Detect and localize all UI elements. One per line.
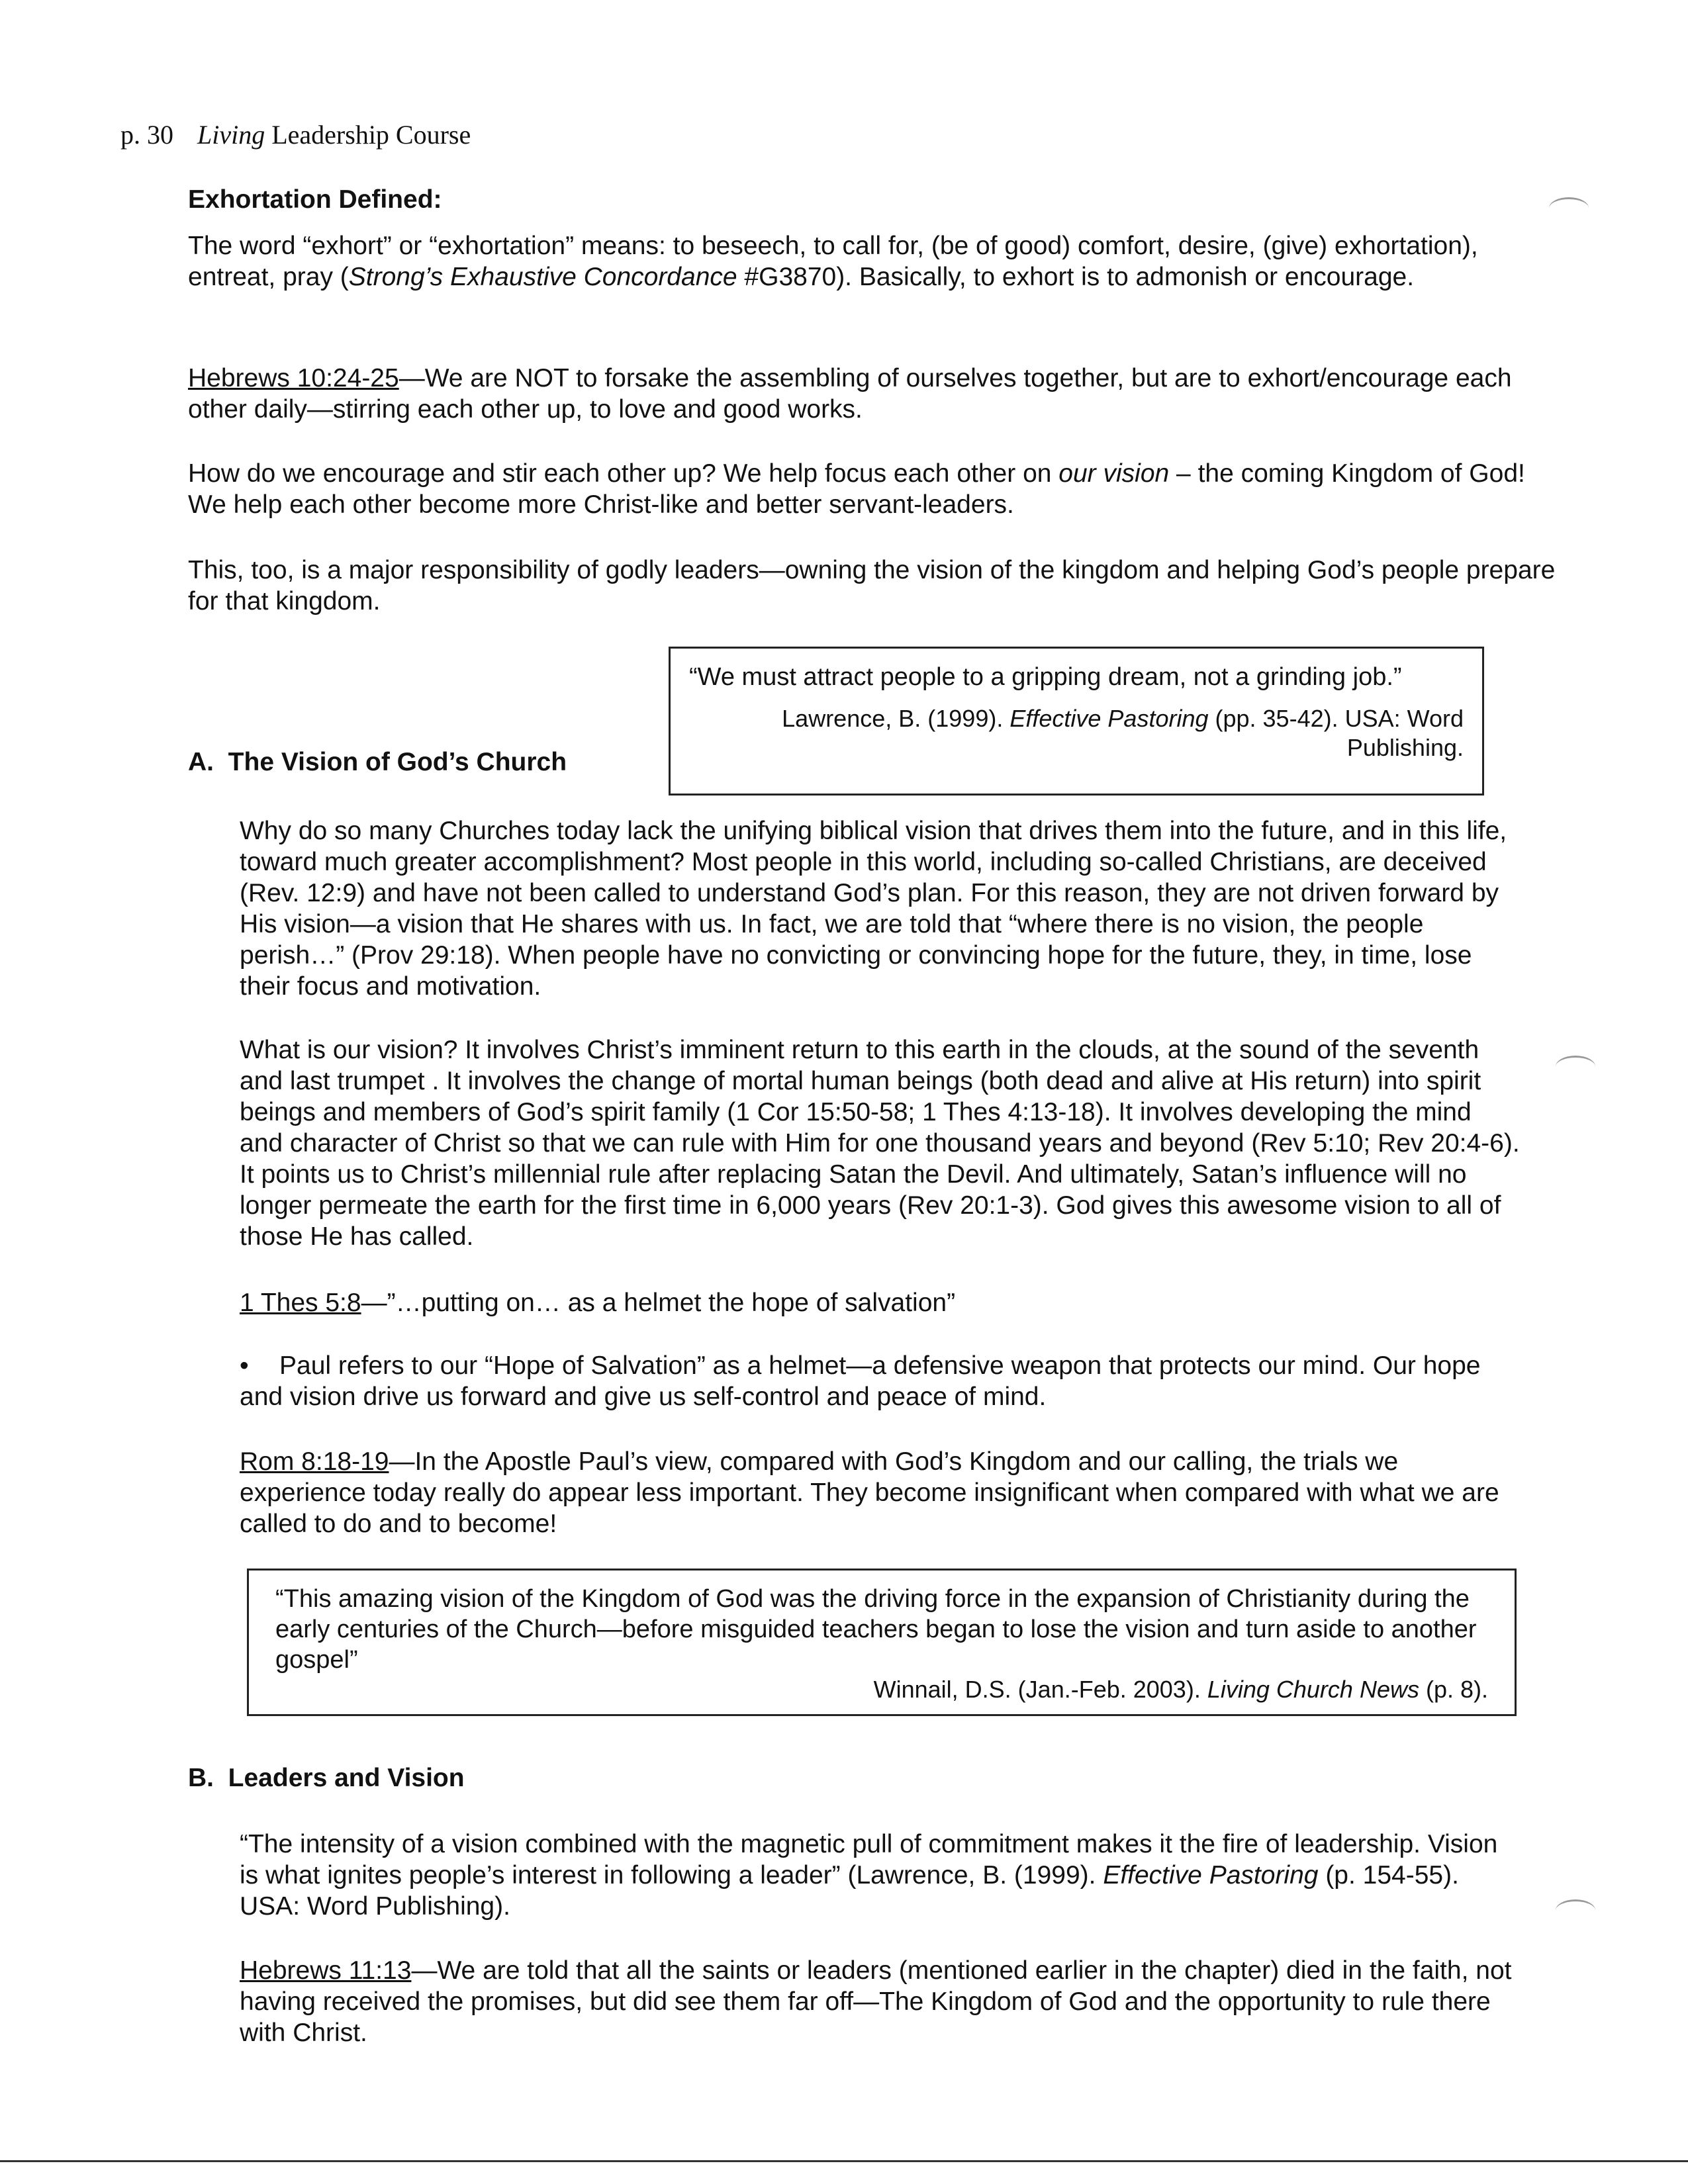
exhortation-definition (188, 230, 1565, 293)
definition-text-a: The word “exhort” or “exhortation” means: to beseech, to call for, (be of good) comfort, desire, (give) exhortation), entreat, pray ( (188, 232, 1478, 291)
exhortation-heading: Exhortation Defined: (188, 185, 442, 214)
intensity-text-b: (p. 154-55). USA: Word Publishing). (240, 1861, 1459, 1921)
section-b-heading (188, 1764, 465, 1793)
hebrews-11-ref: Hebrews 11:13 (240, 1956, 412, 1985)
section-b-title: Leaders and Vision (228, 1764, 465, 1792)
hebrews-10-text: —We are NOT to forsake the assembling of ourselves together, but are to exhort/encourage each other daily—stirring each other up, to love and good works. (188, 364, 1512, 424)
thes-text: —”…putting on… as a helmet the hope of salvation” (361, 1289, 956, 1317)
section-b-letter: B. (188, 1764, 214, 1792)
definition-text-b: #G3870). Basically, to exhort is to admonish or encourage. (737, 263, 1415, 291)
vision-paragraph-1: Why do so many Churches today lack the unifying biblical vision that drives them into the future, and in this life, toward much greater accomplishment? Most people in this world, including so-called Christians, are deceived (Rev. 12:9) and have not been called to understand God’s plan. For this reason, they are not driven forward by His vision—a vision that He shares with us. In fact, we are told that “where there is no vision, the people perish…” (Prov 29:18). When people have no convicting or convincing hope for the future, they, in time, lose their focus and motivation. (240, 817, 1507, 1001)
rom-text: —In the Apostle Paul’s view, compared with God’s Kingdom and our calling, the trials we experience today really do appear less important. They become insignificant when compared with what we are called to do and to become! (240, 1447, 1499, 1538)
encourage-text-a: How do we encourage and stir each other up? We help focus each other on (188, 459, 1059, 488)
citation-text-a: Lawrence, B. (1999). (782, 705, 1010, 732)
rom-paragraph (240, 1446, 1521, 1539)
thes-ref: 1 Thes 5:8 (240, 1289, 361, 1317)
scan-hole-mark (1549, 197, 1589, 219)
helmet-bullet (240, 1350, 1521, 1412)
hebrews-10-ref: Hebrews 10:24-25 (188, 364, 399, 392)
thes-paragraph (240, 1287, 1521, 1318)
hebrews-11-text: —We are told that all the saints or leaders (mentioned earlier in the chapter) died in the faith, not having received the promises, but did see them far off—The Kingdom of God and the opportunity to rule there with Christ. (240, 1956, 1512, 2047)
citation-text-b: (pp. 35-42). USA: Word Publishing. (1208, 705, 1464, 761)
quote-box-winnail (247, 1569, 1517, 1716)
quote-box-lawrence (669, 647, 1484, 796)
section-a-title: The Vision of God’s Church (228, 748, 567, 776)
encourage-text-b: – the coming Kingdom of God! We help each other become more Christ-like and better servant-leaders. (188, 459, 1525, 519)
section-a-heading (188, 748, 567, 777)
definition-citation: Strong’s Exhaustive Concordance (348, 263, 737, 291)
intensity-text-a: “The intensity of a vision combined with the magnetic pull of commitment makes it the fire of leadership. Vision is what ignites people’s interest in following a leader” (Lawrence, B. (1999). (240, 1830, 1498, 1889)
intensity-paragraph (240, 1829, 1521, 1922)
citation-italic: Effective Pastoring (1009, 705, 1209, 732)
quote-citation (689, 704, 1464, 762)
responsibility-paragraph: This, too, is a major responsibility of godly leaders—owning the vision of the kingdom and helping God’s people prepare for that kingdom. (188, 556, 1556, 615)
citation-text-b: (p. 8). (1419, 1676, 1488, 1703)
citation-text-a: Winnail, D.S. (Jan.-Feb. 2003). (873, 1676, 1207, 1703)
bullet-icon: • (240, 1351, 249, 1380)
scan-hole-mark (1556, 1899, 1595, 1921)
vision-paragraph-2: What is our vision? It involves Christ’s imminent return to this earth in the clouds, at the sound of the seventh and last trumpet . It involves the change of mortal human beings (both dead and alive at His return) into spirit beings and members of God’s spirit family (1 Cor 15:50-58; 1 Thes 4:13-18). It involves developing the mind and character of Christ so that we can rule with Him for one thousand years and beyond (Rev 5:10; Rev 20:4-6). It points us to Christ’s millennial rule after replacing Satan the Devil. And ultimately, Satan’s influence will no longer permeate the earth for the first time in 6,000 years (Rev 20:1-3). God gives this awesome vision to all of those He has called. (240, 1036, 1520, 1251)
page-number: p. 30 (120, 120, 173, 150)
hebrews-10-paragraph (188, 363, 1565, 425)
quote-citation (275, 1675, 1488, 1704)
section-a-letter: A. (188, 748, 214, 776)
quote-text: “We must attract people to a gripping dream, not a grinding job.” (689, 663, 1402, 691)
rom-ref: Rom 8:18-19 (240, 1447, 389, 1476)
page-header (120, 119, 471, 150)
quote-text: “This amazing vision of the Kingdom of God was the driving force in the expansion of Christianity during the early centuries of the Church—before misguided teachers began to lose the vision and turn aside to another gospel” (275, 1585, 1477, 1674)
course-title-italic: Living (197, 120, 265, 150)
encourage-italic: our vision (1058, 459, 1170, 488)
citation-italic: Living Church News (1207, 1676, 1419, 1703)
footer-rule (0, 2160, 1688, 2162)
hebrews-11-paragraph (240, 1955, 1521, 2048)
encourage-paragraph (188, 458, 1565, 520)
helmet-bullet-text: Paul refers to our “Hope of Salvation” as a helmet—a defensive weapon that protects our mind. Our hope and vision drive us forward and give us self-control and peace of mind. (240, 1351, 1481, 1411)
scan-hole-mark (1556, 1056, 1595, 1077)
course-title-rest: Leadership Course (265, 120, 471, 150)
intensity-italic: Effective Pastoring (1103, 1861, 1319, 1889)
